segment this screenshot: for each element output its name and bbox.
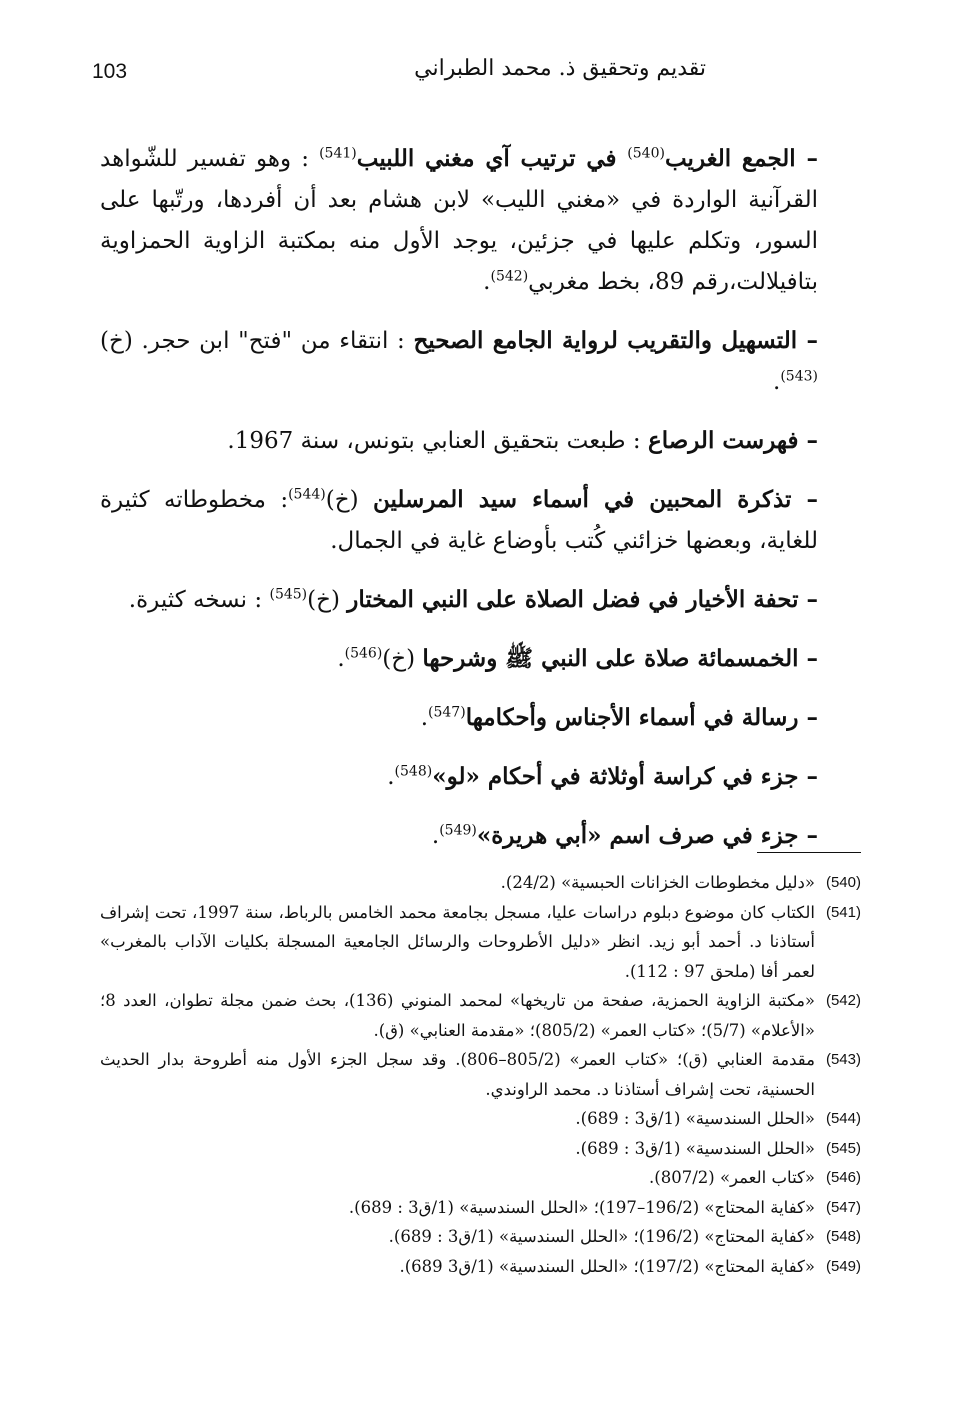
footnote-text: «الحلل السندسية» (1/ق3 : 689). bbox=[575, 1138, 815, 1158]
footnote-540 bbox=[100, 868, 861, 898]
entry-juz-abi-hurayra bbox=[100, 815, 818, 857]
entry-title: – التسهيل والتقريب لرواية الجامع الصحيح bbox=[413, 327, 818, 354]
main-text bbox=[100, 138, 858, 874]
footnote-number: (547) bbox=[825, 1198, 861, 1216]
entry-title: – رسالة في أسماء الأجناس وأحكامها bbox=[465, 704, 818, 731]
footnote-ref: (548) bbox=[394, 763, 433, 780]
footnote-546 bbox=[100, 1163, 861, 1193]
footnote-text: مقدمة العنابي (ق)؛ «كتاب العمر» (805/2–806). وقد سجل الجزء الأول منه أطروحة بدار الحديث الحسنية، تحت إشراف أستاذنا د. محمد الراوندي. bbox=[100, 1050, 815, 1099]
entry-tuhfat bbox=[100, 579, 818, 621]
page-number: 103 bbox=[92, 60, 128, 83]
entry-end: . bbox=[431, 823, 440, 849]
entry-body: : طبعت بتحقيق العنابي بتونس، سنة 1967. bbox=[227, 428, 648, 454]
footnote-545 bbox=[100, 1134, 861, 1164]
footnote-542 bbox=[100, 986, 861, 1045]
footnote-ref: (540) bbox=[627, 145, 665, 162]
entry-body: (خ) bbox=[307, 587, 348, 613]
footnote-ref: (546) bbox=[344, 645, 383, 662]
footnote-number: (549) bbox=[825, 1257, 861, 1275]
footnote-number: (540) bbox=[825, 874, 861, 891]
entry-title: – جزء في صرف اسم «أبي هريرة» bbox=[476, 822, 818, 849]
footnote-ref: (549) bbox=[439, 822, 477, 839]
footnote-text: «مكتبة الزاوية الحمزية، صفحة من تاريخها» لمحمد المنوني (136)، بحث ضمن مجلة تطوان، العدد 8؛ «الأعلام» (5/7)؛ «كتاب العمر» (805/2)؛ «مقدمة العنابي» (ق). bbox=[100, 991, 816, 1040]
footnote-number: (543) bbox=[825, 1051, 861, 1068]
footnote-number: (544) bbox=[825, 1110, 861, 1127]
entry-title-cont: في ترتيب آي مغني اللبيب bbox=[356, 145, 628, 172]
entry-risala bbox=[100, 697, 818, 739]
footnote-number: (546) bbox=[825, 1169, 861, 1186]
footnote-ref: (547) bbox=[428, 704, 466, 721]
footnote-549 bbox=[100, 1252, 861, 1282]
entry-body: (خ) bbox=[325, 487, 373, 513]
entry-end: : نسخه كثيرة. bbox=[128, 587, 270, 613]
footnote-number: (541) bbox=[825, 903, 861, 921]
footnote-text: «دليل مخطوطات الخزانات الحبسية» (24/2). bbox=[500, 873, 815, 892]
footnote-number: (545) bbox=[825, 1139, 861, 1157]
entry-tashil bbox=[100, 320, 818, 403]
footnotes bbox=[100, 868, 861, 1281]
footnote-ref: (545) bbox=[269, 586, 308, 603]
footnote-ref: (541) bbox=[319, 145, 357, 162]
footnote-ref: (544) bbox=[288, 486, 326, 503]
entry-body: : انتقاء من "فتح" ابن حجر. (خ) bbox=[100, 328, 414, 354]
footnote-number: (542) bbox=[825, 992, 861, 1009]
entry-end: . bbox=[483, 269, 491, 295]
entry-title: – فهرست الرصاع bbox=[647, 427, 818, 454]
footnote-ref: (542) bbox=[490, 268, 529, 285]
entry-title: – جزء في كراسة أوثلاثة في أحكام «لو» bbox=[432, 763, 818, 790]
footnote-text: «كتاب العمر» (807/2). bbox=[649, 1168, 815, 1187]
entry-juz-law bbox=[100, 756, 818, 798]
entry-body: (خ) bbox=[382, 646, 423, 672]
entry-body: : وهو تفسير للشّواهد القرآنية الواردة في «مغني الليب» لابن هشام بعد أن أفردها، ورتّبها على السور، وتكلم عليها في جزئين، يوجد الأول منه بمكتبة الزاوية الحمزاوية بتافيلالت،رقم 89، بخط مغربي bbox=[100, 146, 818, 295]
footnote-544 bbox=[100, 1104, 861, 1134]
footnote-547 bbox=[100, 1193, 861, 1223]
footnote-541 bbox=[100, 898, 861, 987]
entry-end: . bbox=[773, 369, 781, 395]
footnote-text: «كفاية المحتاج» (196/2–197)؛ «الحلل السندسية» (1/ق3 : 689). bbox=[348, 1197, 815, 1217]
footnote-text: «كفاية المحتاج» (197/2)؛ «الحلل السندسية» (1/ق3 689). bbox=[399, 1256, 815, 1276]
entry-title: – تذكرة المحبين في أسماء سيد المرسلين bbox=[372, 486, 819, 513]
entry-end: . bbox=[420, 705, 429, 731]
footnote-text: الكتاب كان موضوع دبلوم دراسات عليا، مسجل بجامعة محمد الخامس بالرباط، سنة 1997، تحت إشراف أستاذنا د. أحمد أبو زيد. انظر «دليل الأطروحات والرسائل الجامعية المسجلة بكليات الآداب بالمغرب» لعمر أفا (ملحق 97 : 112). bbox=[100, 902, 815, 981]
footnote-separator bbox=[757, 852, 861, 853]
entry-al-jam-al-gharib bbox=[100, 138, 858, 303]
running-header: تقديم وتحقيق ذ. محمد الطبراني bbox=[414, 56, 706, 81]
entry-end: . bbox=[387, 764, 395, 790]
footnote-548 bbox=[100, 1222, 861, 1252]
footnote-543 bbox=[100, 1045, 861, 1104]
footnote-text: «الحلل السندسية» (1/ق3 : 689). bbox=[575, 1109, 815, 1128]
entry-title: – تحفة الأخيار في فضل الصلاة على النبي المختار bbox=[347, 586, 818, 613]
entry-end: . bbox=[337, 646, 345, 672]
entry-fahrasat bbox=[100, 420, 818, 462]
entry-khamsumiat bbox=[100, 638, 818, 680]
footnote-ref: (543) bbox=[780, 368, 818, 385]
footnote-text: «كفاية المحتاج» (196/2)؛ «الحلل السندسية» (1/ق3 : 689). bbox=[388, 1227, 815, 1246]
entry-tadhkirat bbox=[100, 479, 858, 562]
entry-title: – الجمع الغريب bbox=[664, 145, 818, 172]
footnote-number: (548) bbox=[825, 1228, 861, 1245]
entry-end: : مخطوطاته كثيرة للغاية، وبعضها خزائني كُتب بأوضاع غاية في الجمال. bbox=[100, 487, 818, 554]
entry-title: – الخمسمائة صلاة على النبي ﷺ وشرحها bbox=[422, 645, 818, 672]
